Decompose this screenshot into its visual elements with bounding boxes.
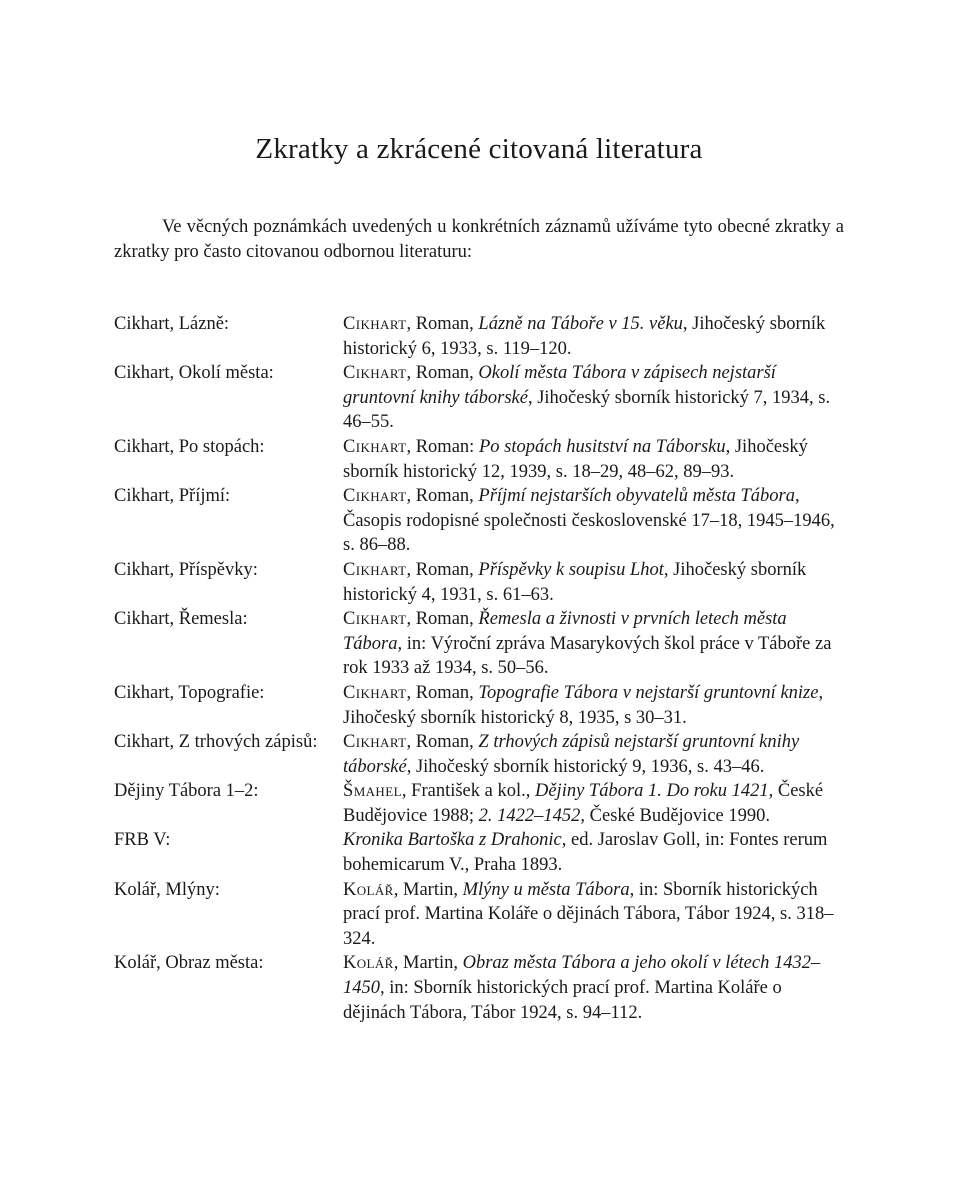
citation-work-title: Lázně na Táboře v 15. věku xyxy=(478,314,683,334)
citation-details: , Jihočeský sborník historický 7, 1934, s. 46–55. xyxy=(343,387,831,433)
citation xyxy=(343,878,844,952)
citation-details: , Jihočeský sborník historický 8, 1935, s 30–31. xyxy=(343,682,824,728)
citation-work-title: Kronika Bartoška z Drahonic xyxy=(343,830,562,851)
citation-details-second: , České Budějovice 1990. xyxy=(580,805,770,826)
abbreviation-key: Cikhart, Okolí města: xyxy=(114,363,274,384)
citation-name: , František a kol., xyxy=(401,781,535,802)
citation-work-title: Příspěvky k soupisu Lhot xyxy=(478,559,664,580)
abbreviation-key: Dějiny Tábora 1–2: xyxy=(114,781,259,802)
abbreviation-key: Cikhart, Z trhových zápisů: xyxy=(114,732,318,753)
citation-author: Cikhart xyxy=(343,682,407,703)
citation-work-title: Řemesla a živnosti v prvních letech města Tábora xyxy=(343,609,787,654)
list-item xyxy=(114,484,844,558)
abbreviation-list xyxy=(114,312,844,1025)
citation-author: Cikhart xyxy=(343,363,407,384)
citation-details: , Jihočeský sborník historický 4, 1931, s. 61–63. xyxy=(343,559,807,605)
citation xyxy=(343,828,844,877)
citation-work-title: Z trhových zápisů nejstarší gruntovní knihy táborské xyxy=(343,732,800,777)
citation-details: , in: Sborník historických prací prof. Martina Koláře o dějinách Tábora, Tábor 1924, s. 318–324. xyxy=(343,879,834,949)
citation-name: , Roman, xyxy=(406,732,479,753)
citation-name: , Roman, xyxy=(406,559,479,580)
citation-work-title: Obraz města Tábora a jeho okolí v létech 1432–1450 xyxy=(343,953,821,999)
citation-author: Cikhart xyxy=(343,732,407,753)
citation xyxy=(343,607,844,681)
citation-work-title: Příjmí nejstarších obyvatelů města Tábora xyxy=(478,486,795,507)
list-item xyxy=(114,607,844,681)
citation xyxy=(343,779,844,828)
citation-work-title: Mlýny u města Tábora xyxy=(462,879,630,900)
list-item xyxy=(114,435,844,484)
citation-author: Kolář xyxy=(343,953,394,974)
citation-details: , Časopis rodopisné společnosti československé 17–18, 1945–1946, s. 86–88. xyxy=(343,486,835,556)
abbreviation-key: Cikhart, Po stopách: xyxy=(114,436,265,457)
intro-paragraph: Ve věcných poznámkách uvedených u konkrétních záznamů užíváme tyto obecné zkratky a zkratky pro často citovanou odbornou literaturu: xyxy=(114,217,844,262)
citation-details: , ed. Jaroslav Goll, in: Fontes rerum bohemicarum V., Praha 1893. xyxy=(343,830,828,876)
citation-name: , Martin, xyxy=(393,953,463,974)
list-item xyxy=(114,558,844,607)
list-item xyxy=(114,361,844,435)
citation xyxy=(343,951,844,1025)
citation-details: , in: Sborník historických prací prof. Martina Koláře o dějinách Tábora, Tábor 1924, s. 94–112. xyxy=(343,978,782,1023)
citation-author: Cikhart xyxy=(343,559,407,580)
citation-work-title: Po stopách husitství na Táborsku xyxy=(478,436,726,457)
citation-details: , České Budějovice 1988; xyxy=(343,781,824,826)
citation-author: Cikhart xyxy=(343,314,407,334)
abbreviation-key: Cikhart, Řemesla: xyxy=(114,609,248,630)
citation-work-title: Dějiny Tábora 1. Do roku 1421 xyxy=(534,781,769,802)
list-item xyxy=(114,779,844,828)
abbreviation-key: Cikhart, Lázně: xyxy=(114,314,230,334)
page-title: Zkratky a zkrácené citovaná literatura xyxy=(255,133,703,165)
citation xyxy=(343,312,844,361)
citation-name: , Martin, xyxy=(393,879,463,900)
list-item xyxy=(114,681,844,730)
citation-author: Cikhart xyxy=(343,436,407,457)
citation xyxy=(343,484,844,558)
citation xyxy=(343,435,844,484)
list-item xyxy=(114,878,844,952)
citation-name: , Roman, xyxy=(406,682,479,703)
citation xyxy=(343,730,844,779)
citation-details: , Jihočeský sborník historický 9, 1936, s. 43–46. xyxy=(406,756,765,777)
abbreviation-key: Cikhart, Příjmí: xyxy=(114,486,231,507)
citation-details: , Jihočeský sborník historický 12, 1939, s. 18–29, 48–62, 89–93. xyxy=(343,436,808,482)
citation xyxy=(343,361,844,435)
list-item xyxy=(114,951,844,1025)
citation-name: , Roman, xyxy=(406,486,479,507)
citation-author: Kolář xyxy=(343,879,394,900)
citation-work-title: Okolí města Tábora v zápisech nejstarší gruntovní knihy táborské xyxy=(343,363,776,408)
list-item xyxy=(114,828,844,877)
citation-name: , Roman: xyxy=(406,436,479,457)
list-item xyxy=(114,312,844,361)
citation-name: , Roman, xyxy=(406,363,479,384)
citation-name: , Roman, xyxy=(406,314,479,334)
abbreviation-key: Cikhart, Příspěvky: xyxy=(114,559,258,580)
abbreviation-key: Kolář, Obraz města: xyxy=(114,953,264,974)
citation xyxy=(343,558,844,607)
citation-details: , in: Výroční zpráva Masarykových škol práce v Táboře za rok 1933 až 1934, s. 50–56. xyxy=(343,633,832,679)
abbreviation-key: Kolář, Mlýny: xyxy=(114,879,220,900)
citation xyxy=(343,681,844,730)
list-item xyxy=(114,730,844,779)
citation-author: Cikhart xyxy=(343,609,407,630)
citation-work-title-second: 2. 1422–1452 xyxy=(478,805,581,826)
citation-author: Šmahel xyxy=(343,781,402,802)
citation-author: Cikhart xyxy=(343,486,407,507)
abbreviation-key: Cikhart, Topografie: xyxy=(114,682,265,703)
citation-work-title: Topografie Tábora v nejstarší gruntovní knize xyxy=(478,682,819,703)
citation-details: , Jihočeský sborník historický 6, 1933, s. 119–120. xyxy=(343,314,826,359)
abbreviation-key: FRB V: xyxy=(114,830,171,851)
citation-name: , Roman, xyxy=(406,609,479,630)
